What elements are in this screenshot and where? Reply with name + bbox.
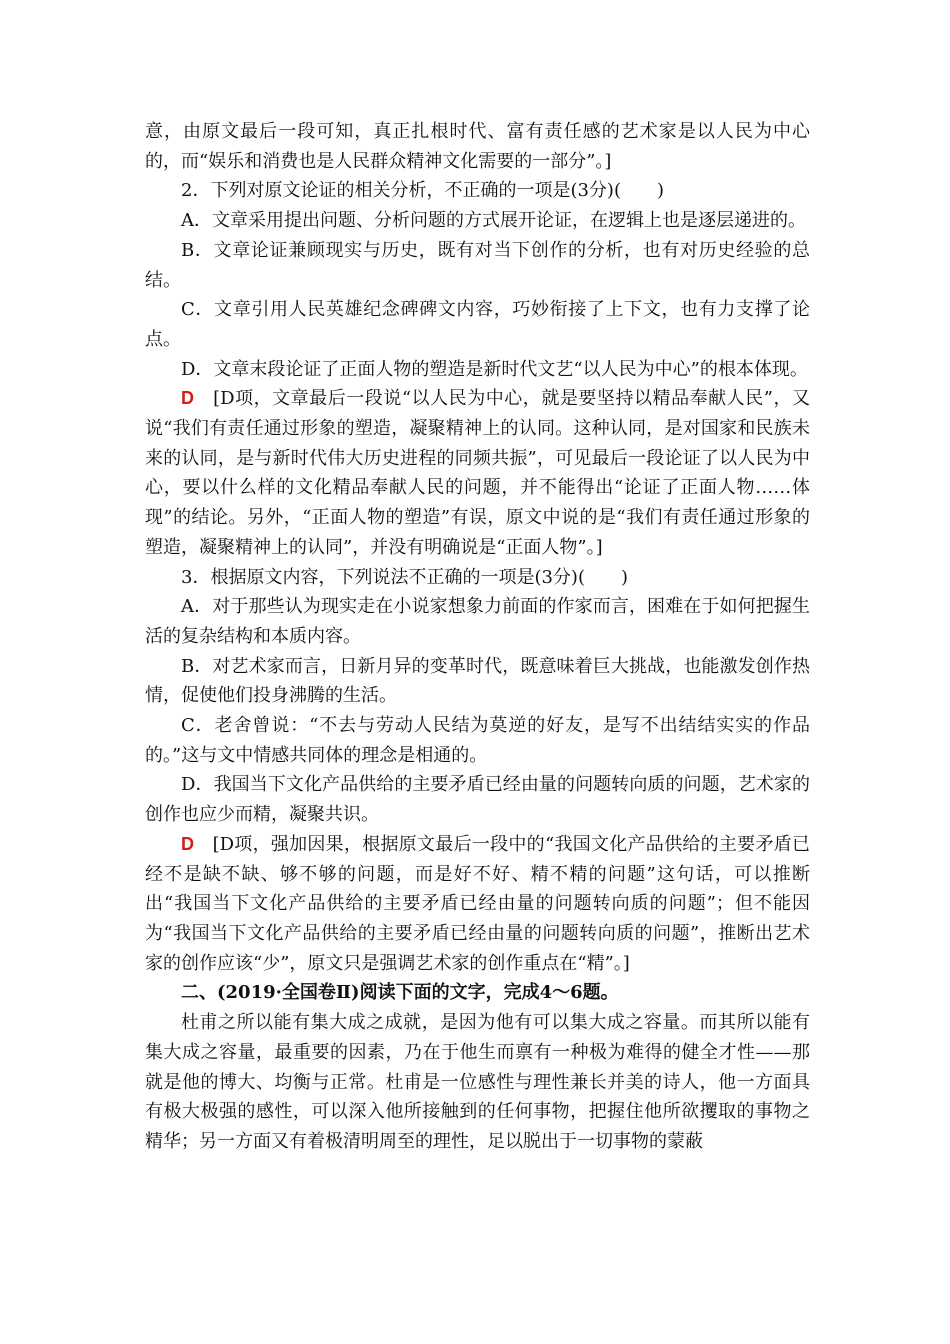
question-3-option-d: D．我国当下文化产品供给的主要矛盾已经由量的问题转向质的问题，艺术家的创作也应少而精，凝聚共识。 [145, 774, 810, 826]
question-2-stem: 2．下列对原文论证的相关分析，不正确的一项是(3分)( ) [181, 180, 664, 202]
question-3-option-a: A．对于那些认为现实走在小说家想象力前面的作家而言，困难在于如何把握生活的复杂结构和本质内容。 [145, 596, 810, 647]
section-2-passage: 杜甫之所以能有集大成之成就，是因为他有可以集大成之容量。而其所以能有集大成之容量，最重要的因素，乃在于他生而禀有一种极为难得的健全才性——那就是他的博大、均衡与正常。杜甫是一位感性与理性兼长并美的诗人，他一方面具有极大极强的感性，可以深入他所接触到的任何事物，把握住他所欲攫取的事物之精华；另一方面又有着极清明周至的理性，足以脱出于一切事物的蒙蔽 [145, 1012, 810, 1152]
question-2-answer-letter: D [181, 388, 194, 409]
question-2-explanation: [D项，文章最后一段说“以人民为中心，就是要坚持以精品奉献人民”，又说“我们有责任通过形象的塑造，凝聚精神上的认同。这种认同，是对国家和民族未来的认同，是与新时代伟大历史进程的同频共振”，可见最后一段论证了以人民为中心，要以什么样的文化精品奉献人民的问题，并不能得出“论证了正面人物……体现”的结论。另外，“正面人物的塑造”有误，原文中说的是“我们有责任通过形象的塑造，凝聚精神上的认同”，并没有明确说是“正面人物”。] [145, 388, 811, 558]
question-3-option-b: B．对艺术家而言，日新月异的变革时代，既意味着巨大挑战，也能激发创作热情，促使他们投身沸腾的生活。 [145, 655, 810, 707]
previous-explanation-continuation: 意，由原文最后一段可知，真正扎根时代、富有责任感的艺术家是以人民为中心的，而“娱乐和消费也是人民群众精神文化需要的一部分”。] [145, 121, 810, 172]
question-2-option-d: D．文章末段论证了正面人物的塑造是新时代文艺“以人民为中心”的根本体现。 [181, 358, 808, 380]
question-3-answer-letter: D [181, 833, 194, 854]
section-2-heading: 二、(2019·全国卷Ⅱ)阅读下面的文字，完成4～6题。 [181, 982, 619, 1004]
question-2-option-a: A．文章采用提出问题、分析问题的方式展开论证，在逻辑上也是逐层递进的。 [181, 210, 806, 232]
document-page [145, 117, 810, 1157]
question-3-explanation: [D项，强加因果，根据原文最后一段中的“我国文化产品供给的主要矛盾已经不是缺不缺、够不够的问题，而是好不好、精不精的问题”这句话，可以推断出“我国当下文化产品供给的主要矛盾已经由量的问题转向质的问题”；但不能因为“我国当下文化产品供给的主要矛盾已经由量的问题转向质的问题”，推断出艺术家的创作应该“少”，原文只是强调艺术家的创作重点在“精”。] [145, 833, 811, 974]
question-3-option-c: C．老舍曾说：“不去与劳动人民结为莫逆的好友，是写不出结结实实的作品的。”这与文中情感共同体的理念是相通的。 [145, 715, 810, 766]
question-2-option-b: B．文章论证兼顾现实与历史，既有对当下创作的分析，也有对历史经验的总结。 [145, 239, 810, 291]
question-2-option-c: C．文章引用人民英雄纪念碑碑文内容，巧妙衔接了上下文，也有力支撑了论点。 [145, 299, 810, 350]
question-2-answer [145, 384, 810, 562]
question-3-stem: 3．根据原文内容，下列说法不正确的一项是(3分)( ) [181, 566, 628, 588]
question-3-answer [145, 830, 810, 979]
